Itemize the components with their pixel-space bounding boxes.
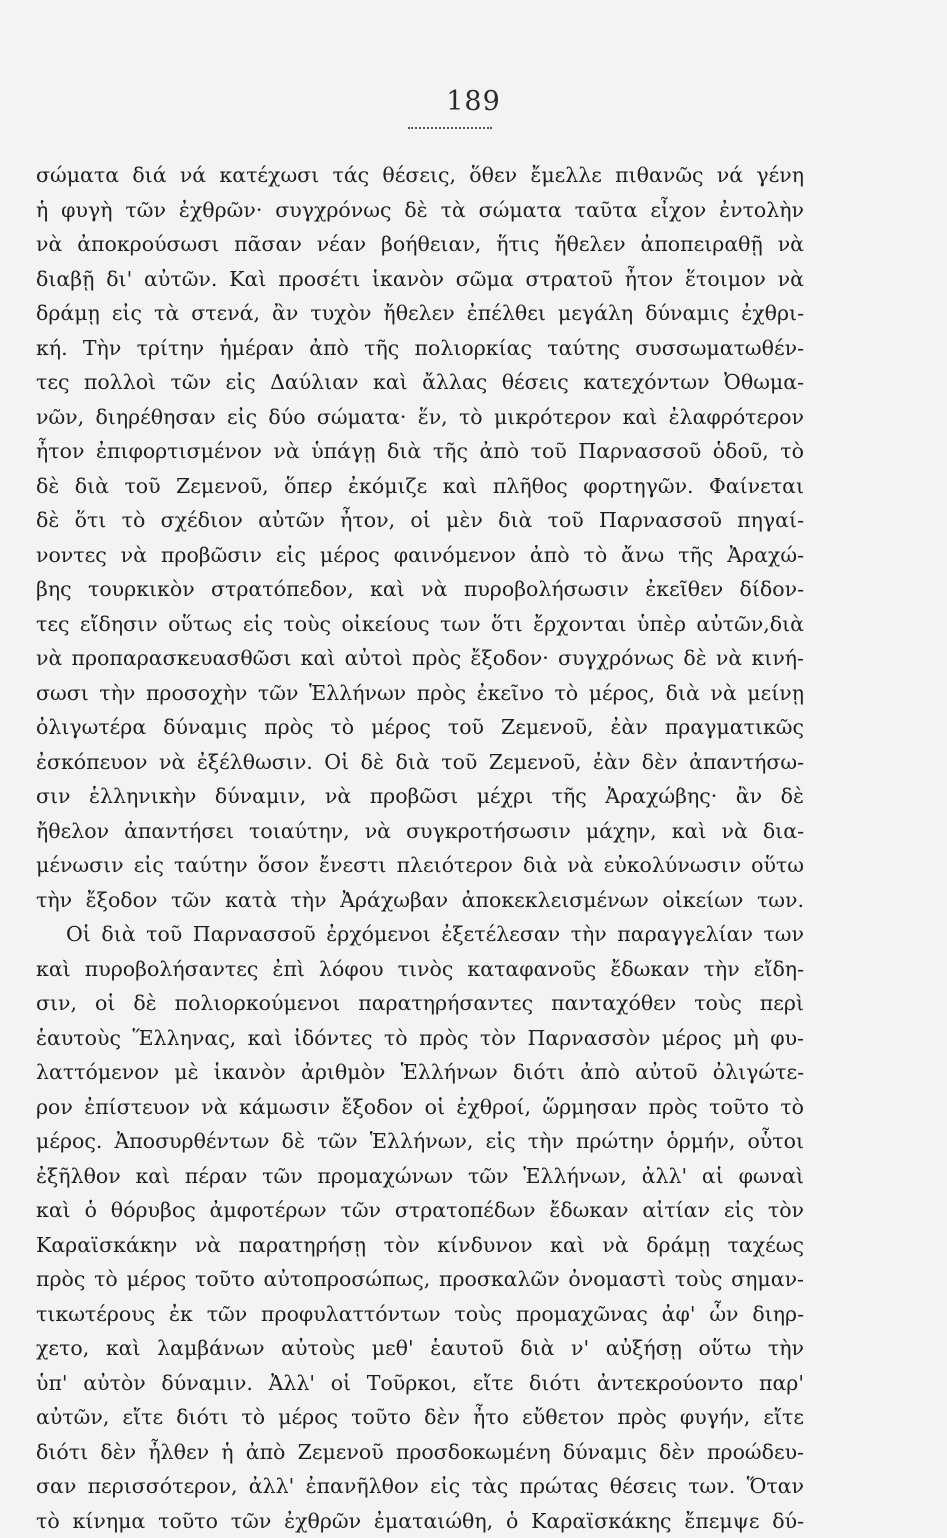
text-line: ἑαυτοὺς Ἕλληνας, καὶ ἰδόντες τὸ πρὸς τὸν Παρνασσὸν μέρος μὴ φυ- xyxy=(36,1021,804,1056)
text-line: διαβῇ δι' αὐτῶν. Καὶ προσέτι ἱκανὸν σῶμα στρατοῦ ἦτον ἕτοιμον νὰ xyxy=(36,262,804,297)
page-number: 189 xyxy=(0,86,947,117)
text-line: ἦτον ἐπιφορτισμένον νὰ ὑπάγῃ διὰ τῆς ἀπὸ τοῦ Παρνασσοῦ ὁδοῦ, τὸ xyxy=(36,434,804,469)
text-line: μένωσιν εἰς ταύτην ὅσον ἔνεστι πλειότερον διὰ νὰ εὐκολύνωσιν οὕτω xyxy=(36,848,804,883)
text-line: μέρος. Ἀποσυρθέντων δὲ τῶν Ἑλλήνων, εἰς τὴν πρώτην ὁρμήν, οὗτοι xyxy=(36,1124,804,1159)
text-line: ἐξῆλθον καὶ πέραν τῶν προμαχώνων τῶν Ἑλλήνων, ἀλλ' αἱ φωναὶ xyxy=(36,1159,804,1194)
text-line: σιν, οἱ δὲ πολιορκούμενοι παρατηρήσαντες πανταχόθεν τοὺς περὶ xyxy=(36,986,804,1021)
text-line: τες εἴδησιν οὕτως εἰς τοὺς οἰκείους των ὅτι ἔρχονται ὑπὲρ αὐτῶν,διὰ xyxy=(36,607,804,642)
text-line: ὑπ' αὐτὸν δύναμιν. Ἀλλ' οἱ Τοῦρκοι, εἴτε διότι ἀντεκρούοντο παρ' xyxy=(36,1366,804,1401)
text-line: κή. Τὴν τρίτην ἡμέραν ἀπὸ τῆς πολιορκίας ταύτης συσσωματωθέν- xyxy=(36,331,804,366)
text-line: πρὸς τὸ μέρος τοῦτο αὐτοπροσώπως, προσκαλῶν ὀνομαστὶ τοὺς σημαν- xyxy=(36,1262,804,1297)
text-line: αὐτῶν, εἴτε διότι τὸ μέρος τοῦτο δὲν ἦτο εὔθετον πρὸς φυγήν, εἴτε xyxy=(36,1400,804,1435)
text-line: σαν περισσότερον, ἀλλ' ἐπανῆλθον εἰς τὰς πρώτας θέσεις των. Ὅταν xyxy=(36,1469,804,1504)
text-line: νὰ προπαρασκευασθῶσι καὶ αὐτοὶ πρὸς ἔξοδον· συγχρόνως δὲ νὰ κινή- xyxy=(36,641,804,676)
text-line: τικωτέρους ἐκ τῶν προφυλαττόντων τοὺς προμαχῶνας ἀφ' ὧν διηρ- xyxy=(36,1297,804,1332)
text-line: τὸ κίνημα τοῦτο τῶν ἐχθρῶν ἐματαιώθη, ὁ Καραϊσκάκης ἔπεμψε δύ- xyxy=(36,1504,804,1538)
text-line: καὶ πυροβολήσαντες ἐπὶ λόφου τινὸς καταφανοῦς ἔδωκαν τὴν εἴδη- xyxy=(36,952,804,987)
body-text xyxy=(36,158,804,1538)
text-line: Καραϊσκάκην νὰ παρατηρήσῃ τὸν κίνδυνον καὶ νὰ δράμῃ ταχέως xyxy=(36,1228,804,1263)
text-line: δὲ διὰ τοῦ Ζεμενοῦ, ὅπερ ἐκόμιζε καὶ πλῆθος φορτηγῶν. Φαίνεται xyxy=(36,469,804,504)
text-line: ἡ φυγὴ τῶν ἐχθρῶν· συγχρόνως δὲ τὰ σώματα ταῦτα εἶχον ἐντολὴν xyxy=(36,193,804,228)
text-line: νοντες νὰ προβῶσιν εἰς μέρος φαινόμενον ἀπὸ τὸ ἄνω τῆς Ἀραχώ- xyxy=(36,538,804,573)
text-line: διότι δὲν ἦλθεν ἡ ἀπὸ Ζεμενοῦ προσδοκωμένη δύναμις δὲν προώδευ- xyxy=(36,1435,804,1470)
text-line: σώματα διά νά κατέχωσι τάς θέσεις, ὅθεν ἔμελλε πιθανῶς νά γένη xyxy=(36,158,804,193)
text-line: τες πολλοὶ τῶν εἰς Δαύλιαν καὶ ἄλλας θέσεις κατεχόντων Ὀθωμα- xyxy=(36,365,804,400)
text-line: νῶν, διηρέθησαν εἰς δύο σώματα· ἕν, τὸ μικρότερον καὶ ἐλαφρότερον xyxy=(36,400,804,435)
text-line: νὰ ἀποκρούσωσι πᾶσαν νέαν βοήθειαν, ἥτις ἤθελεν ἀποπειραθῇ νὰ xyxy=(36,227,804,262)
text-line: σιν ἑλληνικὴν δύναμιν, νὰ προβῶσι μέχρι τῆς Ἀραχώβης· ἂν δὲ xyxy=(36,779,804,814)
text-line: Οἱ διὰ τοῦ Παρνασσοῦ ἐρχόμενοι ἐξετέλεσαν τὴν παραγγελίαν των xyxy=(36,917,804,952)
text-line: σωσι τὴν προσοχὴν τῶν Ἑλλήνων πρὸς ἐκεῖνο τὸ μέρος, διὰ νὰ μείνῃ xyxy=(36,676,804,711)
text-line: ἐσκόπευον νὰ ἐξέλθωσιν. Οἱ δὲ διὰ τοῦ Ζεμενοῦ, ἐὰν δὲν ἀπαντήσω- xyxy=(36,745,804,780)
text-line: καὶ ὁ θόρυβος ἀμφοτέρων τῶν στρατοπέδων ἔδωκαν αἰτίαν εἰς τὸν xyxy=(36,1193,804,1228)
text-line: βης τουρκικὸν στρατόπεδον, καὶ νὰ πυροβολήσωσιν ἐκεῖθεν δίδον- xyxy=(36,572,804,607)
text-line: ἤθελον ἀπαντήσει τοιαύτην, νὰ συγκροτήσωσιν μάχην, καὶ νὰ δια- xyxy=(36,814,804,849)
text-line: ρον ἐπίστευον νὰ κάμωσιν ἔξοδον οἱ ἐχθροί, ὥρμησαν πρὸς τοῦτο τὸ xyxy=(36,1090,804,1125)
text-line: λαττόμενον μὲ ἱκανὸν ἀριθμὸν Ἑλλήνων διότι ἀπὸ αὐτοῦ ὀλιγώτε- xyxy=(36,1055,804,1090)
text-line: τὴν ἔξοδον τῶν κατὰ τὴν Ἀράχωβαν ἀποκεκλεισμένων οἰκείων των. xyxy=(36,883,804,918)
text-line: δράμῃ εἰς τὰ στενά, ἂν τυχὸν ἤθελεν ἐπέλθει μεγάλη δύναμις ἐχθρι- xyxy=(36,296,804,331)
text-line: χετο, καὶ λαμβάνων αὐτοὺς μεθ' ἑαυτοῦ διὰ ν' αὐξήσῃ οὕτω τὴν xyxy=(36,1331,804,1366)
text-line: ὀλιγωτέρα δύναμις πρὸς τὸ μέρος τοῦ Ζεμενοῦ, ἐὰν πραγματικῶς xyxy=(36,710,804,745)
text-line: δὲ ὅτι τὸ σχέδιον αὐτῶν ἦτον, οἱ μὲν διὰ τοῦ Παρνασσοῦ πηγαί- xyxy=(36,503,804,538)
header-rule xyxy=(408,127,492,129)
